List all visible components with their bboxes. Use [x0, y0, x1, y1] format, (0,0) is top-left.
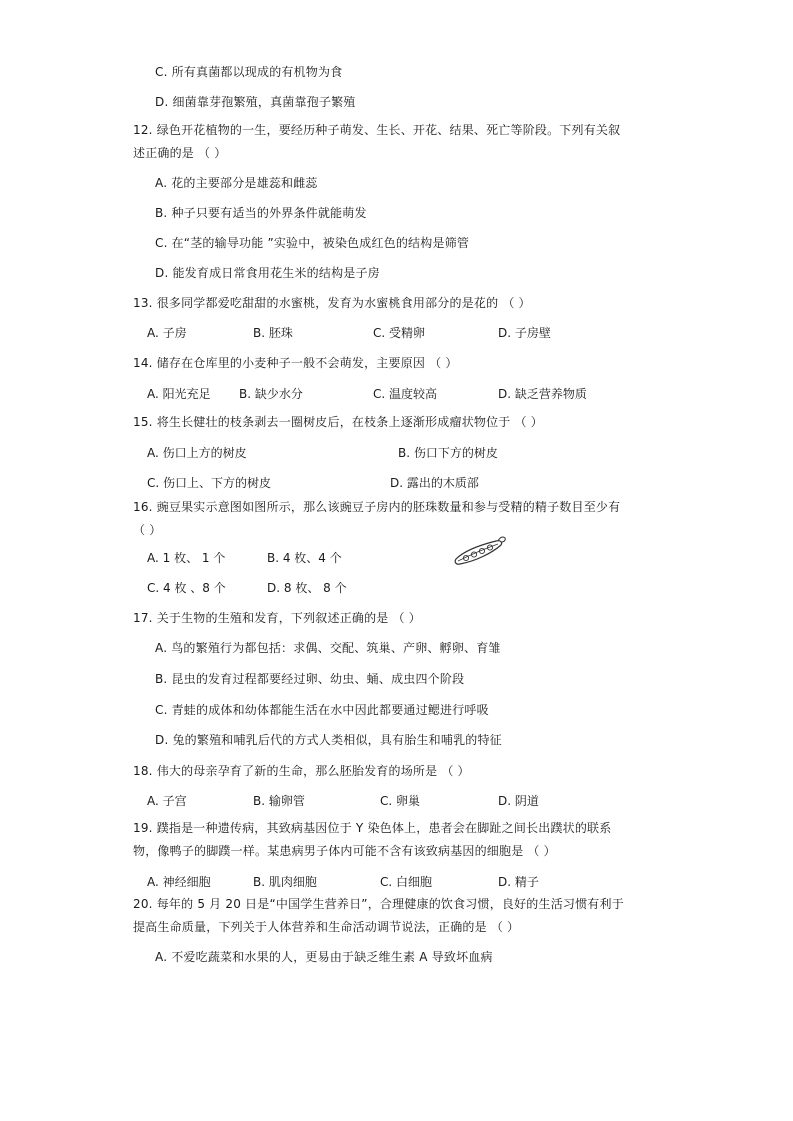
q16-option-a: A. 1 枚、 1 个 — [147, 551, 226, 565]
q14-option-d: D. 缺乏营养物质 — [498, 387, 587, 401]
q17-option-a: A. 鸟的繁殖行为都包括：求偶、交配、筑巢、产卵、孵卵、育雏 — [155, 641, 501, 655]
q15-stem: 15. 将生长健壮的枝条剥去一圈树皮后，在枝条上逐渐形成瘤状物位于 （ ） — [133, 415, 543, 429]
q13-option-b: B. 胚珠 — [253, 326, 293, 340]
q16-stem-line2: （ ） — [133, 523, 162, 537]
q12-option-a: A. 花的主要部分是雄蕊和雌蕊 — [155, 176, 318, 190]
q12-option-b: B. 种子只要有适当的外界条件就能萌发 — [155, 206, 367, 220]
q20-stem-line1: 20. 每年的 5 月 20 日是“中国学生营养日”，合理健康的饮食习惯，良好的生活习惯有利于 — [133, 897, 624, 911]
q12-option-c: C. 在“茎的输导功能 ”实验中，被染色成红色的结构是筛管 — [155, 236, 470, 250]
q20-option-a: A. 不爱吃蔬菜和水果的人，更易由于缺乏维生素 A 导致坏血病 — [155, 950, 493, 964]
q20-stem-line2: 提高生命质量，下列关于人体营养和生命活动调节说法，正确的是 （ ） — [133, 920, 520, 934]
q14-option-a: A. 阳光充足 — [147, 387, 211, 401]
q15-option-a: A. 伤口上方的树皮 — [147, 446, 247, 460]
q15-option-b: B. 伤口下方的树皮 — [398, 446, 498, 460]
pea-pod-outline — [455, 541, 501, 564]
q13-option-d: D. 子房壁 — [498, 326, 551, 340]
q19-option-b: B. 肌肉细胞 — [253, 875, 317, 889]
q13-option-a: A. 子房 — [147, 326, 187, 340]
q12-stem-line1: 12. 绿色开花植物的一生，要经历种子萌发、生长、开花、结果、死亡等阶段。下列有关叙 — [133, 123, 621, 137]
pea-pod-figure — [452, 533, 508, 569]
q16-option-b: B. 4 枚、4 个 — [267, 551, 342, 565]
q14-option-b: B. 缺少水分 — [239, 387, 303, 401]
q12-stem-line2: 述正确的是 （ ） — [133, 146, 227, 160]
q12-option-d: D. 能发育成日常食用花生米的结构是子房 — [155, 266, 380, 280]
q18-stem: 18. 伟大的母亲孕育了新的生命，那么胚胎发育的场所是 （ ） — [133, 764, 470, 778]
q15-option-d: D. 露出的木质部 — [390, 476, 479, 490]
q19-option-a: A. 神经细胞 — [147, 875, 211, 889]
q11-option-d: D. 细菌靠芽孢繁殖，真菌靠孢子繁殖 — [155, 95, 356, 109]
q16-stem-line1: 16. 豌豆果实示意图如图所示，那么该豌豆子房内的胚珠数量和参与受精的精子数目至少有 — [133, 500, 621, 514]
q13-option-c: C. 受精卵 — [373, 326, 426, 340]
q17-option-b: B. 昆虫的发育过程都要经过卵、幼虫、蛹、成虫四个阶段 — [155, 672, 465, 686]
q14-stem: 14. 储存在仓库里的小麦种子一般不会萌发，主要原因 （ ） — [133, 356, 458, 370]
q14-option-c: C. 温度较高 — [373, 387, 438, 401]
q19-stem-line2: 物，像鸭子的脚蹼一样。某患病男子体内可能不含有该致病基因的细胞是 （ ） — [133, 844, 556, 858]
q15-option-c: C. 伤口上、下方的树皮 — [147, 476, 272, 490]
q18-option-d: D. 阴道 — [498, 794, 539, 808]
q17-option-d: D. 兔的繁殖和哺乳后代的方式人类相似，具有胎生和哺乳的特征 — [155, 733, 502, 747]
q18-option-b: B. 输卵管 — [253, 794, 305, 808]
q17-stem: 17. 关于生物的生殖和发育，下列叙述正确的是 （ ） — [133, 611, 421, 625]
q18-option-a: A. 子宫 — [147, 794, 187, 808]
q19-option-c: C. 白细胞 — [380, 875, 433, 889]
q19-option-d: D. 精子 — [498, 875, 539, 889]
q18-option-c: C. 卵巢 — [380, 794, 421, 808]
q17-option-c: C. 青蛙的成体和幼体都能生活在水中因此都要通过鳃进行呼吸 — [155, 703, 489, 717]
q19-stem-line1: 19. 蹼指是一种遗传病，其致病基因位于 Y 染色体上，患者会在脚趾之间长出蹼状的联系 — [133, 821, 612, 835]
q13-stem: 13. 很多同学都爱吃甜甜的水蜜桃，发育为水蜜桃食用部分的是花的 （ ） — [133, 296, 531, 310]
q11-option-c: C. 所有真菌都以现成的有机物为食 — [155, 65, 343, 79]
q16-option-c: C. 4 枚 、8 个 — [147, 581, 226, 595]
q16-option-d: D. 8 枚、 8 个 — [267, 581, 347, 595]
